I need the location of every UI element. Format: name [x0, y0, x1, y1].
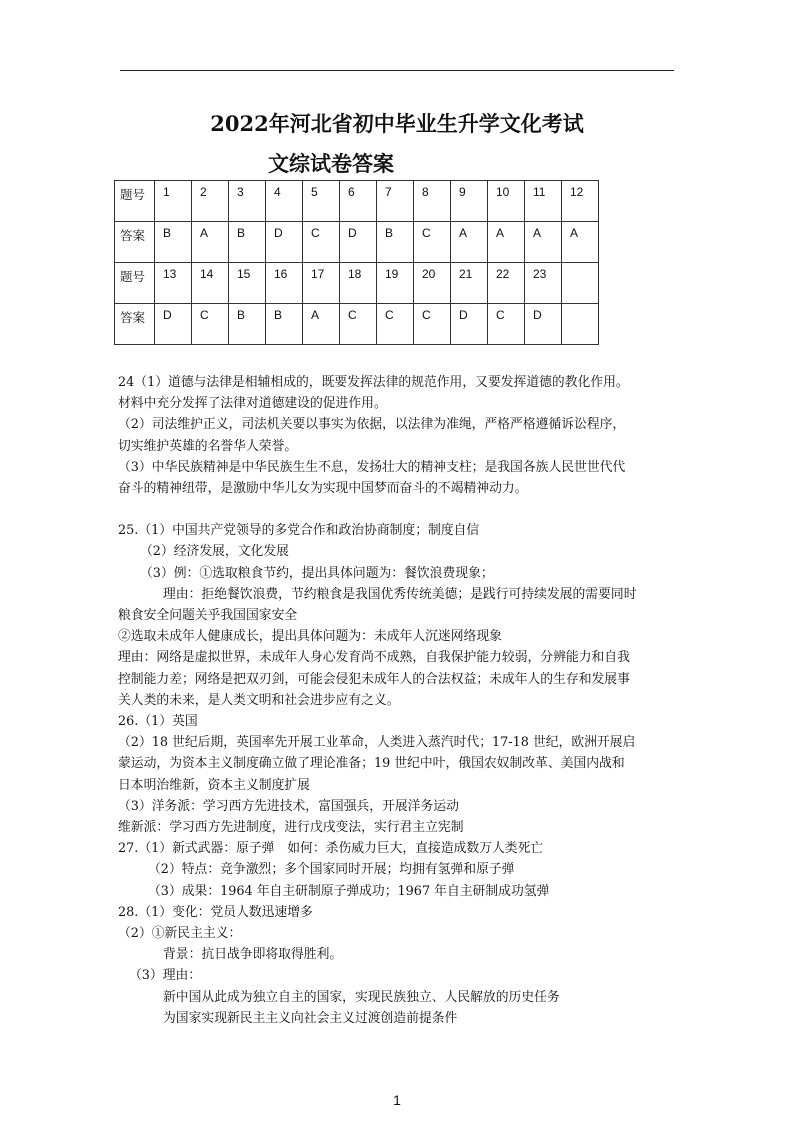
- table-row-answer-1: [115, 222, 599, 263]
- answer-22: C: [488, 304, 525, 345]
- question-7: 7: [377, 181, 414, 222]
- answer-line: （3）中华民族精神是中华民族生生不息，发扬壮大的精神支柱；是我国各族人民世世代代: [118, 459, 626, 475]
- answer-line: （3）理由：: [129, 968, 202, 984]
- answer-table: [114, 180, 599, 345]
- table-row-question-2: [115, 263, 599, 304]
- answer-line: （3）成果：1964 年自主研制原子弹成功；1967 年自主研制成功氢弹: [148, 883, 550, 899]
- answer-11: A: [525, 222, 562, 263]
- row-header-question: 题号: [115, 181, 155, 222]
- answer-13: D: [155, 304, 192, 345]
- question-20: 20: [414, 263, 451, 304]
- answer-9: A: [451, 222, 488, 263]
- answer-line: （2）①新民主主义：: [118, 926, 242, 942]
- table-row-answer-2: [115, 304, 599, 345]
- answer-line: （2）特点：竞争激烈；多个国家同时开展；均拥有氢弹和原子弹: [148, 862, 515, 878]
- page-title: 2022年河北省初中毕业生升学文化考试: [210, 111, 584, 136]
- answer-line: 背景：抗日战争即将取得胜利。: [163, 947, 343, 963]
- answer-line: （3）洋务派：学习西方先进技术，富国强兵，开展洋务运动: [118, 798, 459, 814]
- answer-line: 25.（1）中国共产党领导的多党合作和政治协商制度；制度自信: [118, 523, 480, 539]
- answer-3: B: [229, 222, 266, 263]
- question-11: 11: [525, 181, 562, 222]
- answer-line: 关人类的未来，是人类文明和社会进步应有之义。: [118, 692, 400, 708]
- row-header-question: 题号: [115, 263, 155, 304]
- answer-line: 24（1）道德与法律是相辅相成的，既要发挥法律的规范作用，又要发挥道德的教化作用。: [118, 375, 629, 390]
- answer-line: 控制能力差；网络是把双刃剑，可能会侵犯未成年人的合法权益；未成年人的生存和发展事: [118, 671, 630, 687]
- answer-20: C: [414, 304, 451, 345]
- question-18: 18: [340, 263, 377, 304]
- question-3: 3: [229, 181, 266, 222]
- answer-line: 27.（1）新式武器：原子弹 如何：杀伤威力巨大，直接造成数万人类死亡: [118, 841, 544, 857]
- answer-line: 粮食安全问题关乎我国国家安全: [118, 608, 298, 624]
- question-19: 19: [377, 263, 414, 304]
- question-6: 6: [340, 181, 377, 222]
- answer-line: 切实维护英雄的名誉华人荣誉。: [118, 438, 298, 454]
- answer-line: 理由：拒绝餐饮浪费，节约粮食是我国优秀传统美德；是践行可持续发展的需要同时: [163, 586, 637, 602]
- empty-cell: [562, 263, 599, 304]
- question-15: 15: [229, 263, 266, 304]
- answer-23: D: [525, 304, 562, 345]
- answer-line: ②选取未成年人健康成长，提出具体问题为：未成年人沉迷网络现象: [118, 629, 502, 645]
- answer-4: D: [266, 222, 303, 263]
- answer-line: 日本明治维新，资本主义制度扩展: [118, 777, 310, 793]
- answer-21: D: [451, 304, 488, 345]
- page-subtitle: 文综试卷答案: [268, 151, 394, 176]
- answer-line: （3）例：①选取粮食节约，提出具体问题为：餐饮浪费现象；: [140, 565, 494, 581]
- question-8: 8: [414, 181, 451, 222]
- answer-16: B: [266, 304, 303, 345]
- question-9: 9: [451, 181, 488, 222]
- question-13: 13: [155, 263, 192, 304]
- answer-5: C: [303, 222, 340, 263]
- table-row-question-1: [115, 181, 599, 222]
- spacer: [118, 499, 688, 520]
- answer-line: 蒙运动，为资本主义制度确立做了理论准备；19 世纪中叶，俄国农奴制改革、美国内战和: [118, 756, 625, 772]
- answer-19: C: [377, 304, 414, 345]
- answer-1: B: [155, 222, 192, 263]
- question-1: 1: [155, 181, 192, 222]
- question-4: 4: [266, 181, 303, 222]
- question-16: 16: [266, 263, 303, 304]
- header-rule: [120, 70, 674, 71]
- answer-text-body: [118, 372, 688, 1029]
- answer-line: （2）18 世纪后期，英国率先开展工业革命，人类进入蒸汽时代；17-18 世纪，欧洲开展启: [118, 735, 636, 751]
- answer-line: 26.（1）英国: [118, 714, 198, 730]
- answer-line: 维新派：学习西方先进制度，进行戊戌变法，实行君主立宪制: [118, 820, 464, 836]
- answer-line: （2）司法维护正义，司法机关要以事实为依据，以法律为准绳，严格严格遵循诉讼程序，: [118, 417, 626, 433]
- question-12: 12: [562, 181, 599, 222]
- answer-7: B: [377, 222, 414, 263]
- answer-10: A: [488, 222, 525, 263]
- row-header-answer: 答案: [115, 222, 155, 263]
- answer-2: A: [192, 222, 229, 263]
- question-22: 22: [488, 263, 525, 304]
- answer-14: C: [192, 304, 229, 345]
- answer-17: A: [303, 304, 340, 345]
- answer-line: 新中国从此成为独立自主的国家，实现民族独立、人民解放的历史任务: [163, 989, 560, 1005]
- answer-18: C: [340, 304, 377, 345]
- question-14: 14: [192, 263, 229, 304]
- answer-8: C: [414, 222, 451, 263]
- question-2: 2: [192, 181, 229, 222]
- answer-line: 材料中充分发挥了法律对道德建设的促进作用。: [118, 396, 387, 412]
- question-10: 10: [488, 181, 525, 222]
- answer-line: 理由：网络是虚拟世界，未成年人身心发育尚不成熟，自我保护能力较弱，分辨能力和自我: [118, 650, 630, 666]
- answer-line: 奋斗的精神纽带，是激励中华儿女为实现中国梦而奋斗的不竭精神动力。: [118, 481, 528, 497]
- answer-6: D: [340, 222, 377, 263]
- answer-15: B: [229, 304, 266, 345]
- question-23: 23: [525, 263, 562, 304]
- answer-line: （2）经济发展，文化发展: [140, 544, 289, 560]
- question-5: 5: [303, 181, 340, 222]
- page-number: 1: [393, 1092, 401, 1108]
- empty-cell: [562, 304, 599, 345]
- answer-line: 28.（1）变化：党员人数迅速增多: [118, 904, 313, 920]
- row-header-answer: 答案: [115, 304, 155, 345]
- answer-line: 为国家实现新民主主义向社会主义过渡创造前提条件: [163, 1010, 458, 1026]
- answer-12: A: [562, 222, 599, 263]
- question-21: 21: [451, 263, 488, 304]
- question-17: 17: [303, 263, 340, 304]
